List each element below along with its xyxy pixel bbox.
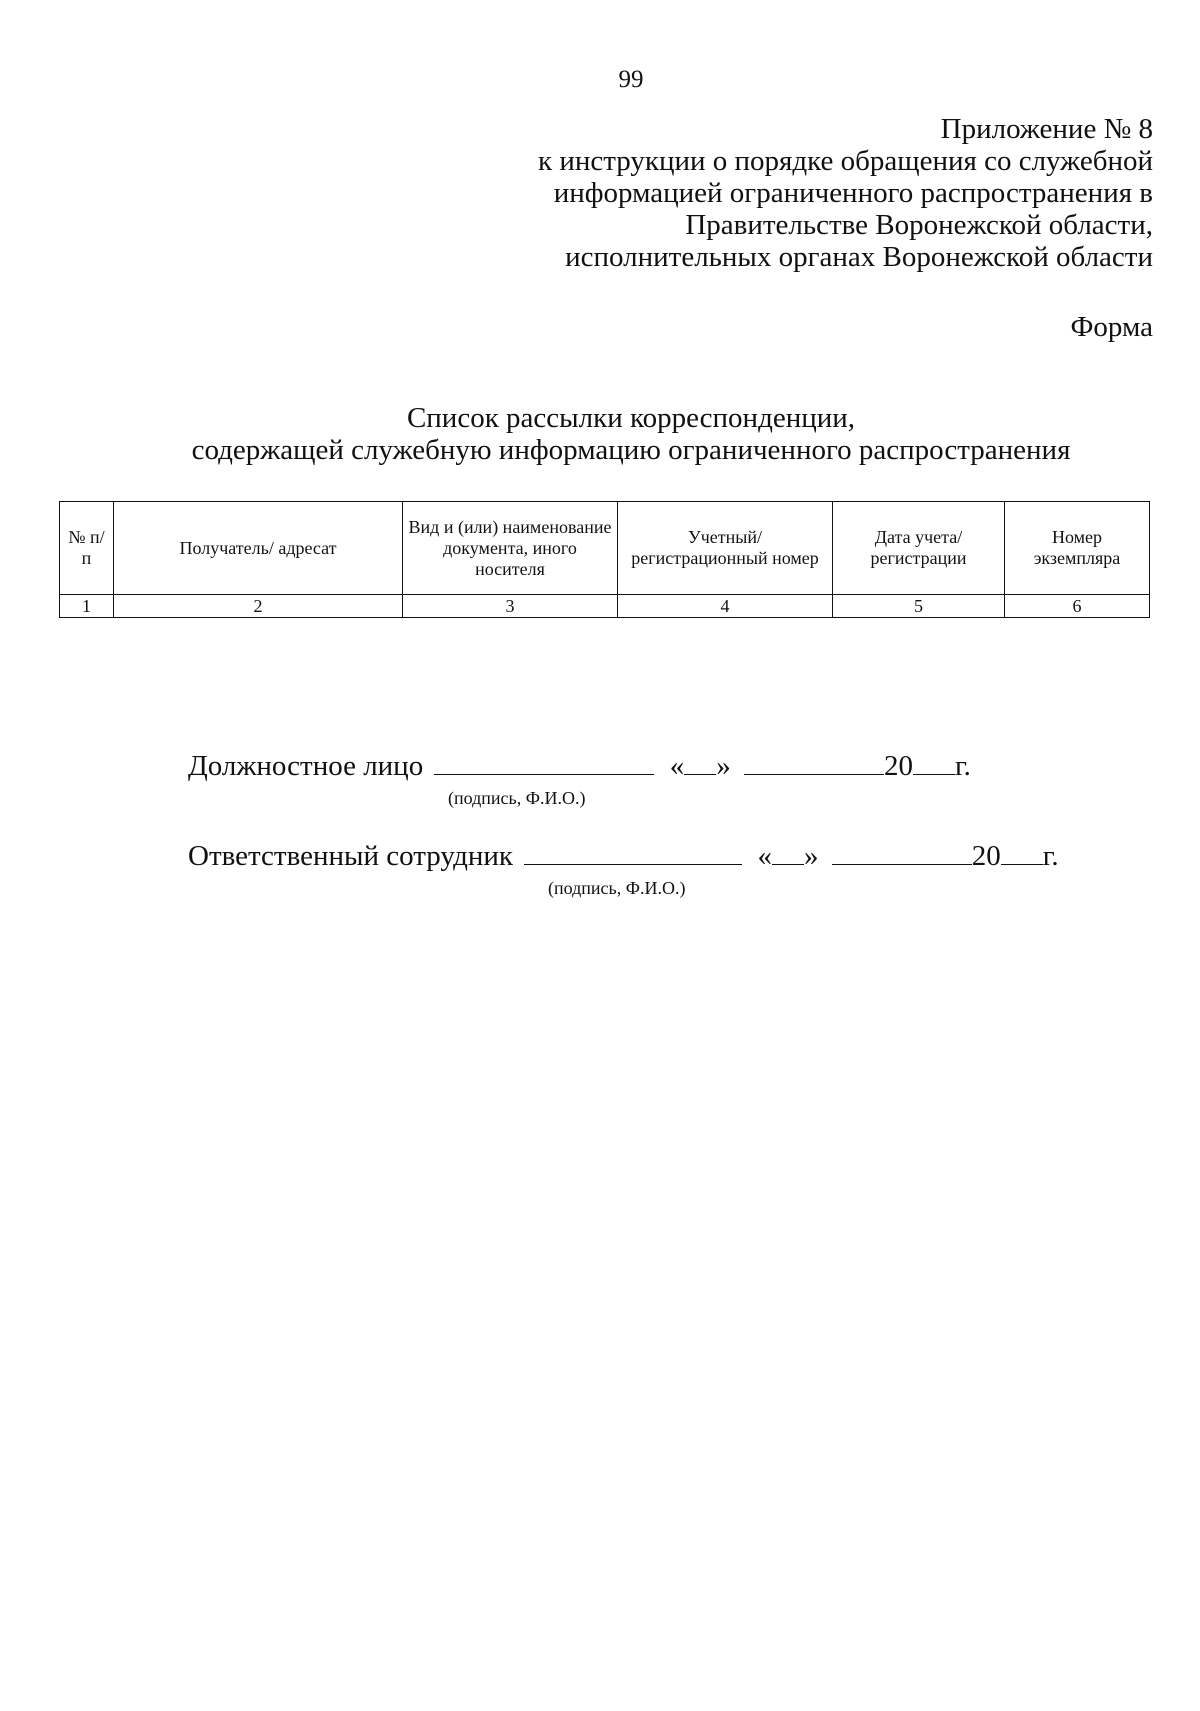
appendix-line: информацией ограниченного распространения в — [553, 177, 1153, 209]
year-line[interactable] — [913, 750, 955, 775]
appendix-line: исполнительных органах Воронежской области — [565, 241, 1153, 273]
year-line[interactable] — [1001, 840, 1043, 865]
signature-label: Должностное лицо — [188, 750, 424, 782]
day-line[interactable] — [772, 840, 804, 865]
column-number-cell: 6 — [1005, 595, 1150, 618]
column-number-cell: 3 — [403, 595, 618, 618]
table-header-row — [60, 502, 1150, 595]
signature-caption: (подпись, Ф.И.О.) — [548, 878, 686, 898]
appendix-line: Приложение № 8 — [940, 113, 1153, 145]
title-line: Список рассылки корреспонденции, — [406, 402, 856, 434]
form-label: Форма — [1070, 311, 1153, 343]
header-copy-number: Номер экземпляра — [1005, 502, 1150, 595]
signature-line[interactable] — [524, 840, 742, 865]
document-title — [0, 402, 1200, 466]
signature-label: Ответственный сотрудник — [188, 840, 513, 872]
appendix-line: к инструкции о порядке обращения со служебной — [537, 145, 1153, 177]
month-line[interactable] — [832, 840, 972, 865]
header-recipient: Получатель/ адресат — [114, 502, 403, 595]
title-line: содержащей служебную информацию ограниченного распространения — [191, 434, 1071, 466]
column-number-cell: 5 — [833, 595, 1005, 618]
column-number-cell: 1 — [60, 595, 114, 618]
open-quote: « — [757, 840, 772, 872]
appendix-header — [538, 113, 1153, 273]
year-suffix: г. — [1042, 840, 1059, 872]
close-quote: » — [716, 750, 731, 782]
year-suffix: г. — [954, 750, 971, 782]
column-number-cell: 2 — [114, 595, 403, 618]
signature-caption: (подпись, Ф.И.О.) — [448, 788, 586, 808]
mailing-list-table — [59, 501, 1150, 618]
month-line[interactable] — [744, 750, 884, 775]
day-line[interactable] — [684, 750, 716, 775]
open-quote: « — [669, 750, 685, 782]
page-number: 99 — [618, 66, 644, 93]
header-document-type: Вид и (или) наименование документа, иного носителя — [403, 502, 618, 595]
signature-row-responsible — [188, 840, 1059, 873]
year-prefix: 20 — [883, 750, 913, 782]
header-number: № п/п — [60, 502, 114, 595]
signature-row-official — [188, 750, 971, 783]
header-registration-number: Учетный/ регистрационный номер — [618, 502, 833, 595]
appendix-line: Правительстве Воронежской области, — [685, 209, 1153, 241]
signature-line[interactable] — [434, 750, 654, 775]
column-number-cell: 4 — [618, 595, 833, 618]
header-registration-date: Дата учета/ регистрации — [833, 502, 1005, 595]
table-column-numbers-row — [60, 595, 1150, 618]
year-prefix: 20 — [971, 840, 1001, 872]
close-quote: » — [803, 840, 819, 872]
